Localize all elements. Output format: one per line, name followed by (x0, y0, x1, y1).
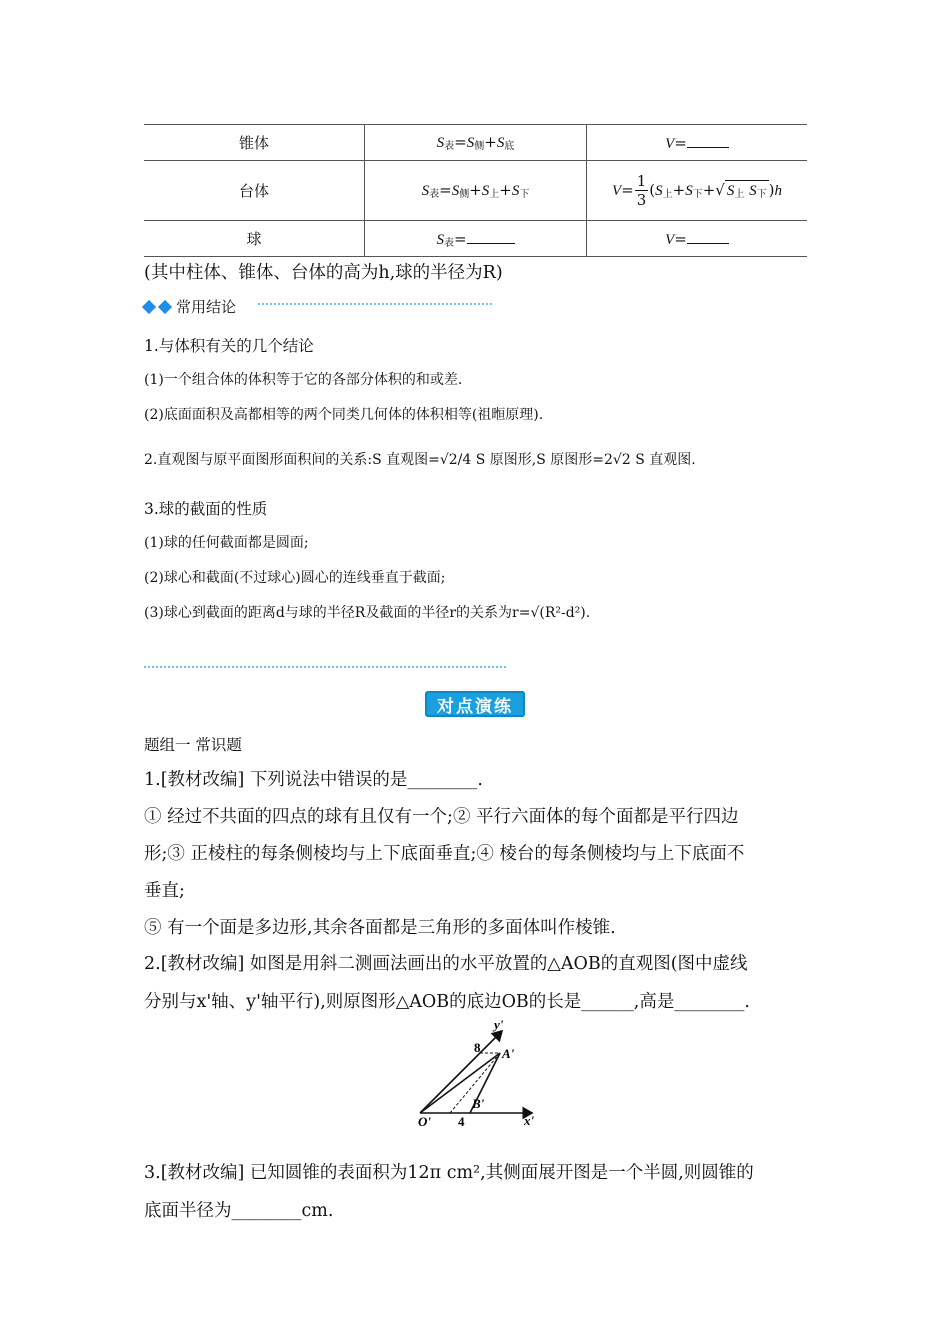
conclusion-item: (3)球心到截面的距离d与球的半径R及截面的半径r的关系为r=√(R²-d²). (144, 605, 591, 621)
y-label: y' (494, 1017, 504, 1032)
dotted-divider (144, 666, 506, 668)
section-header (144, 296, 236, 317)
row-name: 台体 (144, 161, 365, 221)
side-oa (420, 1053, 500, 1113)
question-line: 2.[教材改编] 如图是用斜二测画法画出的水平放置的△AOB的直观图(图中虚线 (144, 954, 748, 974)
question-line: ⑤ 有一个面是多边形,其余各面都是三角形的多面体叫作棱锥. (144, 918, 616, 938)
question-line: 分别与x'轴、y'轴平行),则原图形△AOB的底边OB的长是______,高是________. (144, 992, 750, 1012)
surface-cell: $S_表=S_侧+S_底$ (365, 125, 587, 161)
question-line: ① 经过不共面的四点的球有且仅有一个;② 平行六面体的每个面都是平行四边 (144, 807, 739, 827)
triangle-figure (410, 1015, 540, 1133)
row-name: 球 (144, 221, 365, 257)
question-stem: 1.[教材改编] 下列说法中错误的是________. (144, 770, 483, 790)
label-four: 4 (458, 1114, 465, 1129)
conclusion-item: (2)球心和截面(不过球心)圆心的连线垂直于截面; (144, 570, 446, 586)
diamond-icon (158, 299, 172, 313)
table-row (144, 161, 807, 221)
conclusion-item: 1.与体积有关的几个结论 (144, 337, 314, 355)
group-title: 题组一 常识题 (144, 736, 242, 754)
label-eight: 8 (474, 1040, 481, 1055)
conclusion-item: 2.直观图与原平面图形面积间的关系:S 直观图=√2/4 S 原图形,S 原图形=2√2 S 直观图. (144, 452, 696, 468)
question-line: 形;③ 正棱柱的每条侧棱均与上下底面垂直;④ 棱台的每条侧棱均与上下底面不 (144, 844, 745, 864)
surface-cell: $S_表=S_侧+S_上+S_下$ (365, 161, 587, 221)
conclusion-item: (1)一个组合体的体积等于它的各部分体积的和或差. (144, 372, 463, 388)
volume-cell: V= $\frac{1}{3}$ ($S_上+S_下+√$ $S_上$ $S_下$ )h (587, 161, 808, 221)
diamond-icon (142, 299, 156, 313)
practice-badge: 对点演练 (425, 691, 525, 717)
b-label: B' (472, 1096, 485, 1111)
surface-cell: $S_表=$ (365, 221, 587, 257)
row-name: 锥体 (144, 125, 365, 161)
dotted-divider (258, 303, 492, 305)
section-title: 常用结论 (176, 298, 237, 316)
volume-cell: V= (587, 221, 808, 257)
question-line: 垂直; (144, 881, 185, 901)
table-note: (其中柱体、锥体、台体的高为h,球的半径为R) (144, 263, 503, 283)
question-line: 底面半径为________cm. (144, 1201, 334, 1221)
conclusion-item: 3.球的截面的性质 (144, 500, 268, 518)
table-row (144, 221, 807, 257)
question-line: 3.[教材改编] 已知圆锥的表面积为12π cm²,其侧面展开图是一个半圆,则圆锥的 (144, 1163, 754, 1183)
volume-cell: V= (587, 125, 808, 161)
conclusion-item: (2)底面面积及高都相等的两个同类几何体的体积相等(祖暅原理). (144, 407, 544, 423)
formula-table (144, 124, 807, 257)
conclusion-item: (1)球的任何截面都是圆面; (144, 535, 309, 551)
x-label: x' (524, 1113, 535, 1128)
a-label: A' (502, 1046, 515, 1061)
o-label: O' (418, 1114, 431, 1129)
table-row (144, 125, 807, 161)
